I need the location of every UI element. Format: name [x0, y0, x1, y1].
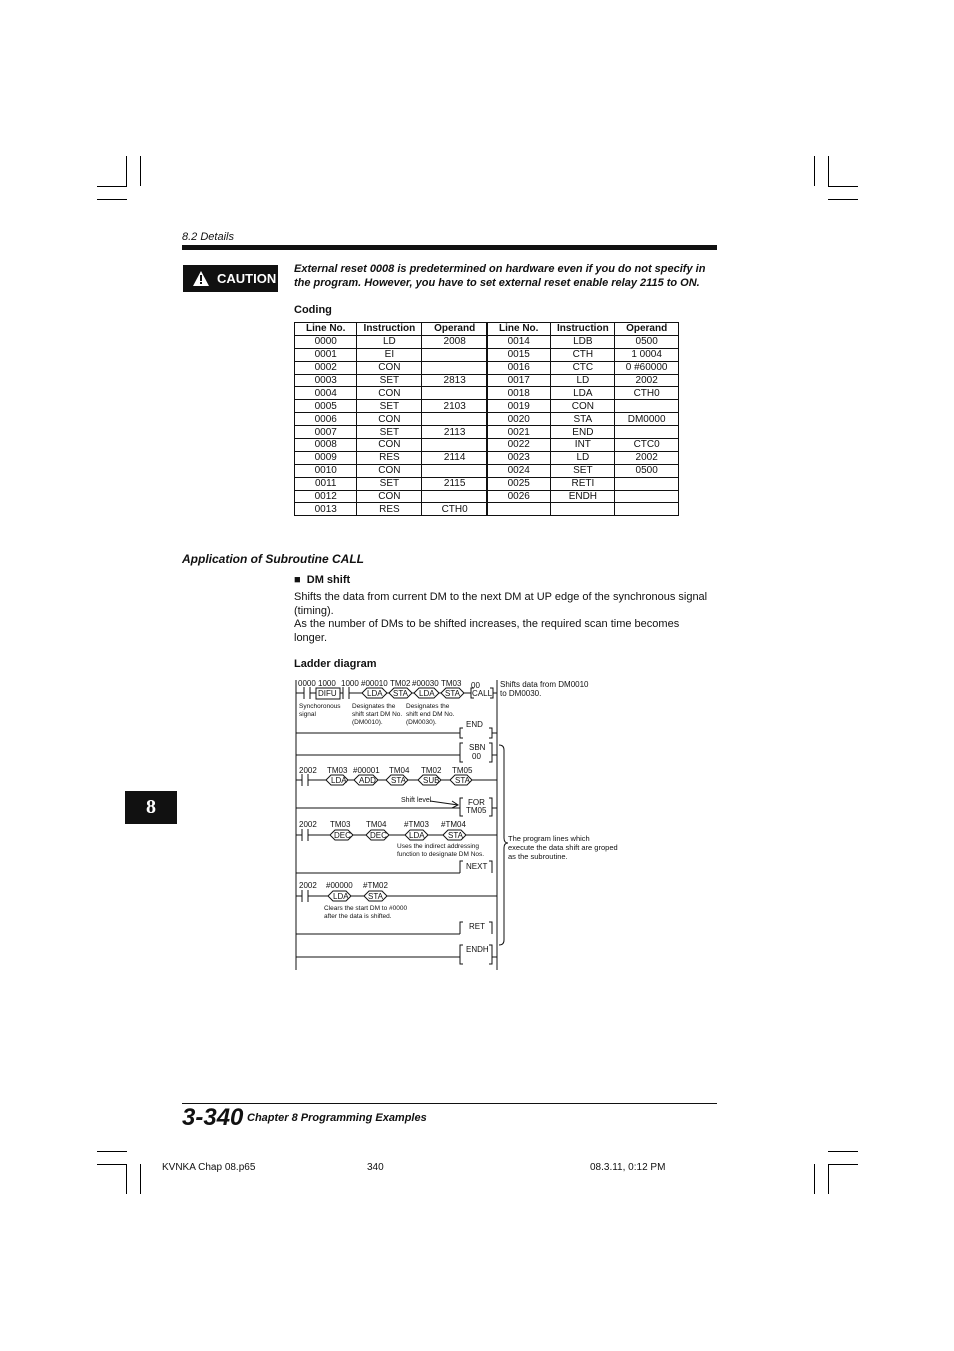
- table-cell: 0003: [295, 374, 357, 387]
- application-title: Application of Subroutine CALL: [182, 552, 364, 566]
- table-cell: 2113: [422, 426, 488, 439]
- note-group: The program lines which execute the data shift are groped as the subroutine.: [508, 834, 618, 861]
- table-cell: 0013: [295, 503, 357, 516]
- ladder-func: STA: [445, 689, 460, 698]
- table-cell: CTH0: [615, 387, 679, 400]
- table-cell: 0007: [295, 426, 357, 439]
- for-instruction: FOR: [468, 798, 485, 807]
- table-cell: 0016: [487, 361, 551, 374]
- ladder-label: #00010: [361, 679, 388, 688]
- table-cell: 0017: [487, 374, 551, 387]
- note-shift: Shifts data from DM0010 to DM0030.: [500, 680, 589, 698]
- chapter-label: Chapter 8 Programming Examples: [247, 1112, 427, 1124]
- table-cell: 0018: [487, 387, 551, 400]
- ladder-title: Ladder diagram: [294, 658, 377, 670]
- table-cell: 0021: [487, 426, 551, 439]
- ladder-label: #TM04: [441, 820, 466, 829]
- table-cell: EI: [357, 348, 422, 361]
- column-header: Line No.: [487, 323, 551, 336]
- caution-text: External reset 0008 is predetermined on hardware even if you do not specify in the program. However, you have to set external reset enable relay 2115 to ON.: [294, 263, 706, 289]
- table-cell: CTC0: [615, 439, 679, 452]
- table-cell: 0022: [487, 439, 551, 452]
- note-start: Designates the shift start DM No. (DM0010).: [352, 703, 403, 726]
- ladder-func: SUB: [423, 776, 440, 785]
- note-sync: Synchoronous signal: [299, 703, 341, 718]
- table-cell: 2813: [422, 374, 488, 387]
- for-number: TM05: [466, 806, 487, 815]
- table-cell: 0024: [487, 464, 551, 477]
- table-cell: SET: [357, 374, 422, 387]
- ladder-label: 1000: [341, 679, 359, 688]
- table-cell: 0019: [487, 400, 551, 413]
- description-paragraph: Shifts the data from current DM to the next DM at UP edge of the synchronous signal (timing).: [294, 591, 708, 617]
- sbn-number: 00: [472, 752, 481, 761]
- note-clear: Clears the start DM to #0000 after the data is shifted.: [324, 905, 408, 920]
- table-cell: CTC: [551, 361, 615, 374]
- ladder-func: STA: [393, 689, 408, 698]
- table-cell: 2002: [615, 374, 679, 387]
- table-cell: CON: [551, 400, 615, 413]
- ladder-label: #TM03: [404, 820, 429, 829]
- table-cell: LD: [357, 335, 422, 348]
- table-cell: 0004: [295, 387, 357, 400]
- sbn-instruction: SBN: [469, 743, 486, 752]
- table-cell: 0000: [295, 335, 357, 348]
- ladder-label: #TM02: [363, 881, 388, 890]
- footer-date: 08.3.11, 0:12 PM: [590, 1162, 666, 1173]
- ladder-func: LDA: [367, 689, 383, 698]
- table-cell: INT: [551, 439, 615, 452]
- ladder-func: LDA: [409, 831, 425, 840]
- table-cell: 0011: [295, 477, 357, 490]
- ladder-label: TM03: [330, 820, 351, 829]
- ladder-label: TM03: [327, 766, 348, 775]
- ladder-func: LDA: [331, 776, 347, 785]
- table-cell: RES: [357, 503, 422, 516]
- ladder-label: #00030: [412, 679, 439, 688]
- note-indirect: Uses the indirect addressing function to designate DM Nos.: [397, 843, 485, 858]
- column-header: Instruction: [357, 323, 422, 336]
- ladder-label: #00000: [326, 881, 353, 890]
- table-cell: SET: [357, 477, 422, 490]
- ladder-func: STA: [391, 776, 406, 785]
- table-cell: 0020: [487, 413, 551, 426]
- ladder-label: TM05: [452, 766, 473, 775]
- table-cell: 1 0004: [615, 348, 679, 361]
- table-cell: 0023: [487, 451, 551, 464]
- table-cell: 0014: [487, 335, 551, 348]
- table-cell: 0008: [295, 439, 357, 452]
- ladder-label: 2002: [299, 766, 317, 775]
- ladder-label: TM03: [441, 679, 462, 688]
- table-cell: CON: [357, 439, 422, 452]
- table-cell: CON: [357, 361, 422, 374]
- endh-instruction: ENDH: [466, 945, 489, 954]
- ladder-func: STA: [368, 892, 383, 901]
- table-cell: 2103: [422, 400, 488, 413]
- table-cell: CON: [357, 387, 422, 400]
- table-cell: CON: [357, 413, 422, 426]
- table-cell: 0 #60000: [615, 361, 679, 374]
- column-header: Operand: [422, 323, 488, 336]
- ladder-label: 2002: [299, 820, 317, 829]
- table-cell: DM0000: [615, 413, 679, 426]
- page-number: 3-340: [182, 1104, 244, 1131]
- ladder-label: TM02: [421, 766, 442, 775]
- section-label: 8.2 Details: [182, 231, 234, 243]
- table-cell: 2002: [615, 451, 679, 464]
- table-cell: LDB: [551, 335, 615, 348]
- table-cell: 0500: [615, 464, 679, 477]
- ladder-label: 1000: [318, 679, 336, 688]
- dm-shift-title: ■ DM shift: [294, 574, 351, 586]
- table-cell: LDA: [551, 387, 615, 400]
- table-cell: 2008: [422, 335, 488, 348]
- ladder-func: DEC: [334, 831, 351, 840]
- table-cell: 2115: [422, 477, 488, 490]
- ladder-label: 00: [471, 681, 480, 690]
- ladder-func: DIFU: [318, 689, 337, 698]
- table-cell: CON: [357, 490, 422, 503]
- table-cell: CTH0: [422, 503, 488, 516]
- table-cell: 0006: [295, 413, 357, 426]
- ladder-func: LDA: [333, 892, 349, 901]
- table-cell: 0002: [295, 361, 357, 374]
- table-cell: CTH: [551, 348, 615, 361]
- table-cell: 0001: [295, 348, 357, 361]
- end-instruction: END: [466, 720, 483, 729]
- table-cell: 0009: [295, 451, 357, 464]
- table-cell: RES: [357, 451, 422, 464]
- table-cell: 0015: [487, 348, 551, 361]
- column-header: Line No.: [295, 323, 357, 336]
- ladder-label: TM04: [389, 766, 410, 775]
- ladder-func: ADD: [359, 776, 376, 785]
- column-header: Instruction: [551, 323, 615, 336]
- footer-rule: [182, 1103, 717, 1104]
- table-cell: 0026: [487, 490, 551, 503]
- description-paragraph: As the number of DMs to be shifted increases, the required scan time becomes longer.: [294, 618, 680, 644]
- table-cell: 0012: [295, 490, 357, 503]
- table-cell: RETI: [551, 477, 615, 490]
- table-cell: END: [551, 426, 615, 439]
- table-cell: STA: [551, 413, 615, 426]
- ladder-func: DEC: [370, 831, 387, 840]
- table-cell: CON: [357, 464, 422, 477]
- table-cell: ENDH: [551, 490, 615, 503]
- table-cell: LD: [551, 451, 615, 464]
- note-end: Designates the shift end DM No. (DM0030).: [406, 703, 455, 726]
- ladder-func: STA: [448, 831, 463, 840]
- table-cell: 0500: [615, 335, 679, 348]
- table-cell: 2114: [422, 451, 488, 464]
- ladder-func: LDA: [419, 689, 435, 698]
- footer-file: KVNKA Chap 08.p65: [162, 1162, 256, 1173]
- ladder-label: #00001: [353, 766, 380, 775]
- chapter-tab: 8: [125, 791, 177, 824]
- table-cell: 0005: [295, 400, 357, 413]
- ret-instruction: RET: [469, 922, 485, 931]
- next-instruction: NEXT: [466, 862, 488, 871]
- ladder-label: TM04: [366, 820, 387, 829]
- footer-page: 340: [367, 1162, 384, 1173]
- ladder-func: STA: [455, 776, 470, 785]
- ladder-func: CALL: [472, 689, 493, 698]
- table-cell: 0010: [295, 464, 357, 477]
- shift-level-note: Shift level: [401, 797, 432, 804]
- caution-label: CAUTION: [217, 271, 277, 286]
- coding-title: Coding: [294, 304, 332, 316]
- table-cell: SET: [551, 464, 615, 477]
- table-cell: 0025: [487, 477, 551, 490]
- ladder-label: TM02: [390, 679, 411, 688]
- ladder-label: 0000: [298, 679, 316, 688]
- column-header: Operand: [615, 323, 679, 336]
- table-cell: LD: [551, 374, 615, 387]
- ladder-label: 2002: [299, 881, 317, 890]
- table-cell: SET: [357, 426, 422, 439]
- table-cell: SET: [357, 400, 422, 413]
